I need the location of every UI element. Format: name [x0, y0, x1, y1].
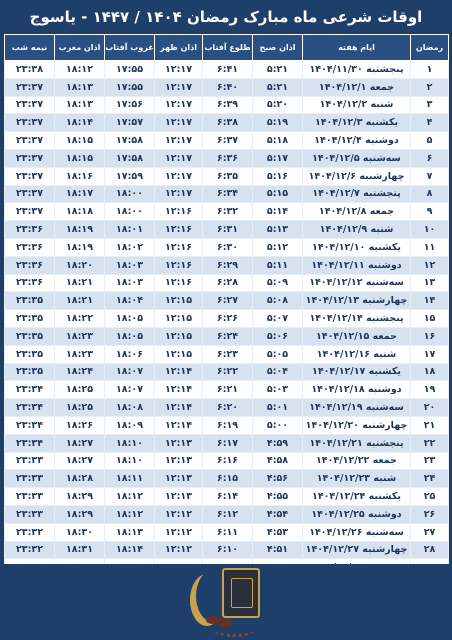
- table-row: [5, 541, 449, 559]
- table-row: [5, 345, 449, 363]
- table-cell: ۱۷:۵۸: [105, 132, 155, 150]
- table-cell: ۱۲:۱۲: [155, 541, 203, 559]
- table-cell: ۱۹: [411, 381, 449, 399]
- table-cell: ۶:۲۰: [203, 399, 253, 417]
- table-cell: ۱۸:۱۲: [105, 488, 155, 506]
- table-cell: ۱۲:۱۳: [155, 470, 203, 488]
- table-cell: سه‌شنبه ۱۴۰۴/۱۲/۱۹: [303, 399, 411, 417]
- table-cell: ۶:۴۰: [203, 78, 253, 96]
- table-row: [5, 381, 449, 399]
- table-cell: ۵:۰۵: [253, 345, 303, 363]
- table-cell: ۱۲:۱۵: [155, 345, 203, 363]
- table-cell: ۲۳:۳۴: [5, 416, 55, 434]
- table-cell: ۱۸:۰۷: [105, 363, 155, 381]
- table-cell: ۲۳:۳۶: [5, 238, 55, 256]
- table-cell: ۲۸: [411, 541, 449, 559]
- table-cell: ۴:۵۵: [253, 488, 303, 506]
- table-cell: ۱۲:۱۷: [155, 185, 203, 203]
- table-cell: ۱۸:۱۵: [55, 132, 105, 150]
- table-row: [5, 203, 449, 221]
- column-header: اذان صبح: [253, 35, 303, 61]
- table-row: [5, 114, 449, 132]
- table-cell: ۲۳:۳۲: [5, 541, 55, 559]
- table-row: [5, 523, 449, 541]
- table-cell: جمعه ۱۴۰۴/۱۲/۲۲: [303, 452, 411, 470]
- table-cell: ۶:۲۷: [203, 292, 253, 310]
- table-cell: ۱۸:۰۶: [105, 345, 155, 363]
- table-cell: ۶: [411, 149, 449, 167]
- table-cell: ۱۸:۲۳: [55, 327, 105, 345]
- table-cell: ۱۸:۰۰: [105, 203, 155, 221]
- table-cell: ۵:۰۴: [253, 363, 303, 381]
- table-cell: ۱۲:۱۷: [155, 78, 203, 96]
- table-row: [5, 470, 449, 488]
- timetable-container: [4, 34, 448, 564]
- table-cell: ۲۳:۳۵: [5, 310, 55, 328]
- table-cell: ۲۳:۳۴: [5, 434, 55, 452]
- table-cell: ۵:۱۱: [253, 256, 303, 274]
- table-cell: ۱۸:۰۰: [105, 185, 155, 203]
- table-cell: ۲۳:۳۵: [5, 345, 55, 363]
- table-cell: پنجشنبه ۱۴۰۴/۱۲/۲۱: [303, 434, 411, 452]
- table-cell: ۵: [411, 132, 449, 150]
- table-cell: ۱۲:۱۲: [155, 505, 203, 523]
- table-cell: ۶:۱۴: [203, 488, 253, 506]
- table-cell: پنجشنبه ۱۴۰۴/۱۱/۳۰: [303, 61, 411, 79]
- table-cell: ۵:۱۵: [253, 185, 303, 203]
- quran-icon: [222, 568, 260, 618]
- table-cell: شنبه ۱۴۰۴/۱۲/۲: [303, 96, 411, 114]
- table-cell: ۱۸:۲۱: [55, 274, 105, 292]
- table-cell: ۲۳:۳۷: [5, 185, 55, 203]
- table-cell: ۱۸:۳۰: [55, 523, 105, 541]
- table-cell: ۲۳:۳۷: [5, 203, 55, 221]
- table-cell: دوشنبه ۱۴۰۴/۱۲/۱۱: [303, 256, 411, 274]
- table-cell: ۱۲:۱۲: [155, 523, 203, 541]
- table-cell: ۱۸:۲۳: [55, 345, 105, 363]
- table-cell: ۱۸:۱۵: [55, 149, 105, 167]
- table-cell: ۲۳:۳۵: [5, 363, 55, 381]
- table-cell: ۶:۳۸: [203, 114, 253, 132]
- table-cell: یکشنبه ۱۴۰۴/۱۲/۳: [303, 114, 411, 132]
- column-header: طلوع آفتاب: [203, 35, 253, 61]
- table-cell: ۵:۱۶: [253, 167, 303, 185]
- table-row: [5, 274, 449, 292]
- table-cell: ۵:۰۹: [253, 274, 303, 292]
- table-cell: ۲۳:۳۷: [5, 167, 55, 185]
- table-cell: ۱۸:۲۷: [55, 452, 105, 470]
- table-cell: ۶:۱۶: [203, 452, 253, 470]
- table-cell: ۵:۰۱: [253, 399, 303, 417]
- table-cell: ۱۲:۱۵: [155, 310, 203, 328]
- table-row: [5, 221, 449, 239]
- table-cell: ۱۸:۲۵: [55, 381, 105, 399]
- table-cell: ۱۸:۲۰: [55, 256, 105, 274]
- table-cell: ۲۱: [411, 416, 449, 434]
- table-cell: ۲۳:۳۷: [5, 149, 55, 167]
- table-cell: ۶:۳۱: [203, 221, 253, 239]
- table-cell: ۱۲:۱۴: [155, 363, 203, 381]
- table-cell: ۱۸:۲۵: [55, 399, 105, 417]
- table-row: [5, 363, 449, 381]
- table-cell: ۱۴: [411, 292, 449, 310]
- table-cell: ۲: [411, 78, 449, 96]
- table-cell: ۱۸:۰۴: [105, 292, 155, 310]
- table-cell: ۴:۵۸: [253, 452, 303, 470]
- table-cell: ۲۳:۳۴: [5, 399, 55, 417]
- table-row: [5, 434, 449, 452]
- table-cell: ۱۸:۱۴: [105, 541, 155, 559]
- table-cell: ۱۸:۲۴: [55, 363, 105, 381]
- table-cell: ۶:۱۵: [203, 470, 253, 488]
- table-cell: ۱۸:۱۸: [55, 203, 105, 221]
- table-cell: دوشنبه ۱۴۰۴/۱۲/۴: [303, 132, 411, 150]
- table-cell: ۶:۳۶: [203, 149, 253, 167]
- table-row: [5, 167, 449, 185]
- table-cell: سه‌شنبه ۱۴۰۴/۱۲/۱۲: [303, 274, 411, 292]
- table-cell: ۶:۱۰: [203, 541, 253, 559]
- table-cell: ۱۸:۰۱: [105, 221, 155, 239]
- table-cell: ۲۳:۳۷: [5, 132, 55, 150]
- table-cell: ۲۳:۳۳: [5, 488, 55, 506]
- table-cell: ۴:۵۳: [253, 523, 303, 541]
- table-cell: ۵:۱۴: [253, 203, 303, 221]
- table-cell: ۱۷: [411, 345, 449, 363]
- table-cell: سه‌شنبه ۱۴۰۴/۱۲/۲۶: [303, 523, 411, 541]
- table-cell: ۱۸:۰۵: [105, 310, 155, 328]
- table-cell: ۲۰: [411, 399, 449, 417]
- table-cell: ۶:۲۹: [203, 256, 253, 274]
- table-body: [5, 61, 449, 595]
- table-cell: ۱۲:۱۴: [155, 416, 203, 434]
- table-cell: ۱۲:۱۳: [155, 452, 203, 470]
- table-row: [5, 238, 449, 256]
- table-cell: ۱۲:۱۶: [155, 274, 203, 292]
- table-cell: ۱۵: [411, 310, 449, 328]
- table-cell: ۱۸:۰۷: [105, 381, 155, 399]
- table-cell: ۱۷:۵۹: [105, 167, 155, 185]
- table-cell: ۱۷:۵۸: [105, 149, 155, 167]
- table-cell: ۵:۱۸: [253, 132, 303, 150]
- table-cell: سه‌شنبه ۱۴۰۴/۱۲/۵: [303, 149, 411, 167]
- table-row: [5, 132, 449, 150]
- table-cell: ۲۳:۳۳: [5, 470, 55, 488]
- table-cell: ۷: [411, 167, 449, 185]
- table-cell: ۲۳: [411, 452, 449, 470]
- table-cell: ۱۲:۱۷: [155, 61, 203, 79]
- table-cell: جمعه ۱۴۰۴/۱۲/۸: [303, 203, 411, 221]
- table-cell: ۲۳:۳۳: [5, 452, 55, 470]
- table-cell: ۱۲:۱۳: [155, 488, 203, 506]
- table-cell: ۴:۵۴: [253, 505, 303, 523]
- table-cell: ۱۸:۱۶: [55, 167, 105, 185]
- table-cell: شنبه ۱۴۰۴/۱۲/۱۶: [303, 345, 411, 363]
- column-header: اذان ظهر: [155, 35, 203, 61]
- table-cell: ۲۲: [411, 434, 449, 452]
- table-cell: ۱۸:۱۳: [105, 523, 155, 541]
- table-cell: ۹: [411, 203, 449, 221]
- table-cell: ۸: [411, 185, 449, 203]
- table-cell: ۱۸:۱۹: [55, 238, 105, 256]
- table-cell: پنجشنبه ۱۴۰۴/۱۲/۷: [303, 185, 411, 203]
- table-cell: یکشنبه ۱۴۰۴/۱۲/۱۰: [303, 238, 411, 256]
- table-cell: چهارشنبه ۱۴۰۴/۱۲/۲۰: [303, 416, 411, 434]
- table-cell: ۲۳:۳۵: [5, 327, 55, 345]
- table-cell: دوشنبه ۱۴۰۴/۱۲/۲۵: [303, 505, 411, 523]
- table-cell: یکشنبه ۱۴۰۴/۱۲/۱۷: [303, 363, 411, 381]
- table-cell: ۶:۱۱: [203, 523, 253, 541]
- table-cell: ۱۲:۱۷: [155, 149, 203, 167]
- column-header: اذان مغرب: [55, 35, 105, 61]
- table-cell: ۵:۰۷: [253, 310, 303, 328]
- table-cell: ۱۲: [411, 256, 449, 274]
- table-cell: ۱۲:۱۴: [155, 399, 203, 417]
- table-cell: ۱۸:۰۸: [105, 399, 155, 417]
- prayer-times-table: [4, 34, 449, 595]
- table-row: [5, 292, 449, 310]
- table-cell: چهارشنبه ۱۴۰۴/۱۲/۱۳: [303, 292, 411, 310]
- table-cell: ۱۸:۱۰: [105, 434, 155, 452]
- table-cell: ۱۲:۱۶: [155, 221, 203, 239]
- table-cell: ۱۱: [411, 238, 449, 256]
- table-cell: ۶:۲۲: [203, 363, 253, 381]
- table-cell: ۱۸:۳۱: [55, 541, 105, 559]
- table-cell: ۱۸:۱۴: [55, 114, 105, 132]
- table-cell: ۲۳:۳۲: [5, 523, 55, 541]
- table-cell: ۱۸:۱۳: [55, 96, 105, 114]
- table-cell: ۲۷: [411, 523, 449, 541]
- table-cell: ۶:۳۲: [203, 203, 253, 221]
- table-cell: ۱۸:۱۹: [55, 221, 105, 239]
- table-header-row: [5, 35, 449, 61]
- table-cell: ۶:۲۱: [203, 381, 253, 399]
- table-cell: ۵:۱۹: [253, 114, 303, 132]
- table-cell: ۴:۵۹: [253, 434, 303, 452]
- table-cell: ۱۷:۵۵: [105, 78, 155, 96]
- table-cell: ۲۶: [411, 505, 449, 523]
- footer-decoration: [0, 564, 452, 640]
- table-cell: ۲۳:۳۷: [5, 114, 55, 132]
- table-cell: ۶:۳۷: [203, 132, 253, 150]
- table-row: [5, 78, 449, 96]
- table-cell: ۱۸:۰۵: [105, 327, 155, 345]
- table-row: [5, 399, 449, 417]
- table-cell: ۱۸:۲۹: [55, 505, 105, 523]
- table-cell: ۳: [411, 96, 449, 114]
- table-row: [5, 488, 449, 506]
- table-cell: ۱۲:۱۵: [155, 292, 203, 310]
- table-cell: ۵:۲۱: [253, 78, 303, 96]
- table-cell: ۱۲:۱۶: [155, 256, 203, 274]
- table-cell: ۴:۵۱: [253, 541, 303, 559]
- table-row: [5, 149, 449, 167]
- table-cell: پنجشنبه ۱۴۰۴/۱۲/۱۴: [303, 310, 411, 328]
- table-cell: ۱۲:۱۷: [155, 132, 203, 150]
- table-cell: جمعه ۱۴۰۴/۱۲/۱۵: [303, 327, 411, 345]
- table-cell: ۱۲:۱۳: [155, 434, 203, 452]
- rosary-icon: [214, 624, 254, 637]
- table-cell: ۱۸:۱۷: [55, 185, 105, 203]
- table-cell: جمعه ۱۴۰۴/۱۲/۱: [303, 78, 411, 96]
- table-cell: ۵:۲۰: [253, 96, 303, 114]
- table-cell: ۶:۲۴: [203, 327, 253, 345]
- column-header: نیمه شب: [5, 35, 55, 61]
- quran-cover-ornament: [231, 578, 253, 608]
- table-cell: شنبه ۱۴۰۴/۱۲/۹: [303, 221, 411, 239]
- table-cell: ۲۳:۳۷: [5, 96, 55, 114]
- table-cell: ۱۸:۰۳: [105, 256, 155, 274]
- column-header: غروب آفتاب: [105, 35, 155, 61]
- table-cell: ۴: [411, 114, 449, 132]
- table-cell: ۱۸: [411, 363, 449, 381]
- table-cell: ۱۸:۰۹: [105, 416, 155, 434]
- table-cell: ۲۳:۳۶: [5, 256, 55, 274]
- table-cell: ۱۸:۲۸: [55, 470, 105, 488]
- table-cell: شنبه ۱۴۰۴/۱۲/۲۳: [303, 470, 411, 488]
- table-cell: ۲۳:۳۷: [5, 78, 55, 96]
- table-cell: ۶:۲۸: [203, 274, 253, 292]
- table-cell: ۵:۱۷: [253, 149, 303, 167]
- table-cell: ۱۸:۲۱: [55, 292, 105, 310]
- table-cell: دوشنبه ۱۴۰۴/۱۲/۱۸: [303, 381, 411, 399]
- table-cell: ۱۷:۵۵: [105, 61, 155, 79]
- table-cell: ۱۸:۲۹: [55, 488, 105, 506]
- table-row: [5, 256, 449, 274]
- table-cell: ۲۳:۳۵: [5, 292, 55, 310]
- table-cell: ۱۲:۱۷: [155, 114, 203, 132]
- table-cell: ۶:۳۴: [203, 185, 253, 203]
- table-cell: ۱۶: [411, 327, 449, 345]
- table-cell: یکشنبه ۱۴۰۴/۱۲/۲۴: [303, 488, 411, 506]
- table-cell: ۱۸:۱۰: [105, 452, 155, 470]
- table-cell: ۲۳:۳۶: [5, 274, 55, 292]
- table-cell: ۱۲:۱۶: [155, 238, 203, 256]
- table-cell: ۱۸:۰۳: [105, 274, 155, 292]
- table-cell: ۵:۰۳: [253, 381, 303, 399]
- page-title: اوقات شرعی ماه مبارک رمضان ۱۴۰۴ / ۱۴۴۷ - یاسوج: [29, 8, 423, 26]
- table-cell: ۲۴: [411, 470, 449, 488]
- table-cell: ۱۸:۰۲: [105, 238, 155, 256]
- table-cell: ۱۷:۵۶: [105, 96, 155, 114]
- table-cell: چهارشنبه ۱۴۰۴/۱۲/۶: [303, 167, 411, 185]
- table-cell: ۱۲:۱۷: [155, 96, 203, 114]
- table-cell: ۲۳:۳۶: [5, 221, 55, 239]
- table-cell: ۱۲:۱۷: [155, 167, 203, 185]
- table-cell: ۵:۱۳: [253, 221, 303, 239]
- table-cell: ۶:۴۱: [203, 61, 253, 79]
- table-cell: ۱۸:۲۷: [55, 434, 105, 452]
- table-cell: ۲۳:۳۳: [5, 505, 55, 523]
- table-row: [5, 96, 449, 114]
- table-cell: ۶:۲۳: [203, 345, 253, 363]
- table-cell: ۶:۱۲: [203, 505, 253, 523]
- table-cell: ۴:۵۶: [253, 470, 303, 488]
- table-cell: ۶:۳۹: [203, 96, 253, 114]
- table-cell: ۶:۳۰: [203, 238, 253, 256]
- table-cell: ۱۸:۲۶: [55, 416, 105, 434]
- table-cell: ۱۸:۱۱: [105, 470, 155, 488]
- table-row: [5, 327, 449, 345]
- table-cell: ۱۲:۱۶: [155, 203, 203, 221]
- table-cell: ۶:۱۷: [203, 434, 253, 452]
- table-cell: ۶:۱۹: [203, 416, 253, 434]
- table-row: [5, 416, 449, 434]
- table-cell: ۱۸:۱۲: [55, 61, 105, 79]
- table-cell: ۲۳:۳۴: [5, 381, 55, 399]
- table-cell: ۱۳: [411, 274, 449, 292]
- table-row: [5, 185, 449, 203]
- table-cell: ۶:۲۶: [203, 310, 253, 328]
- table-cell: ۵:۰۰: [253, 416, 303, 434]
- column-header: رمضان: [411, 35, 449, 61]
- table-row: [5, 452, 449, 470]
- table-cell: ۲۵: [411, 488, 449, 506]
- table-cell: ۶:۳۵: [203, 167, 253, 185]
- table-cell: ۱۲:۱۴: [155, 381, 203, 399]
- table-cell: ۵:۰۸: [253, 292, 303, 310]
- table-row: [5, 61, 449, 79]
- table-cell: ۱۸:۲۲: [55, 310, 105, 328]
- table-row: [5, 505, 449, 523]
- table-cell: ۱: [411, 61, 449, 79]
- table-cell: ۱۰: [411, 221, 449, 239]
- table-cell: ۲۳:۳۸: [5, 61, 55, 79]
- table-cell: ۵:۱۲: [253, 238, 303, 256]
- table-cell: ۱۲:۱۵: [155, 327, 203, 345]
- table-cell: ۵:۲۱: [253, 61, 303, 79]
- table-cell: ۱۸:۱۲: [105, 505, 155, 523]
- table-cell: ۱۸:۱۳: [55, 78, 105, 96]
- table-row: [5, 310, 449, 328]
- table-cell: ۱۷:۵۷: [105, 114, 155, 132]
- column-header: ایام هفته: [303, 35, 411, 61]
- table-cell: ۵:۰۶: [253, 327, 303, 345]
- table-cell: چهارشنبه ۱۴۰۴/۱۲/۲۷: [303, 541, 411, 559]
